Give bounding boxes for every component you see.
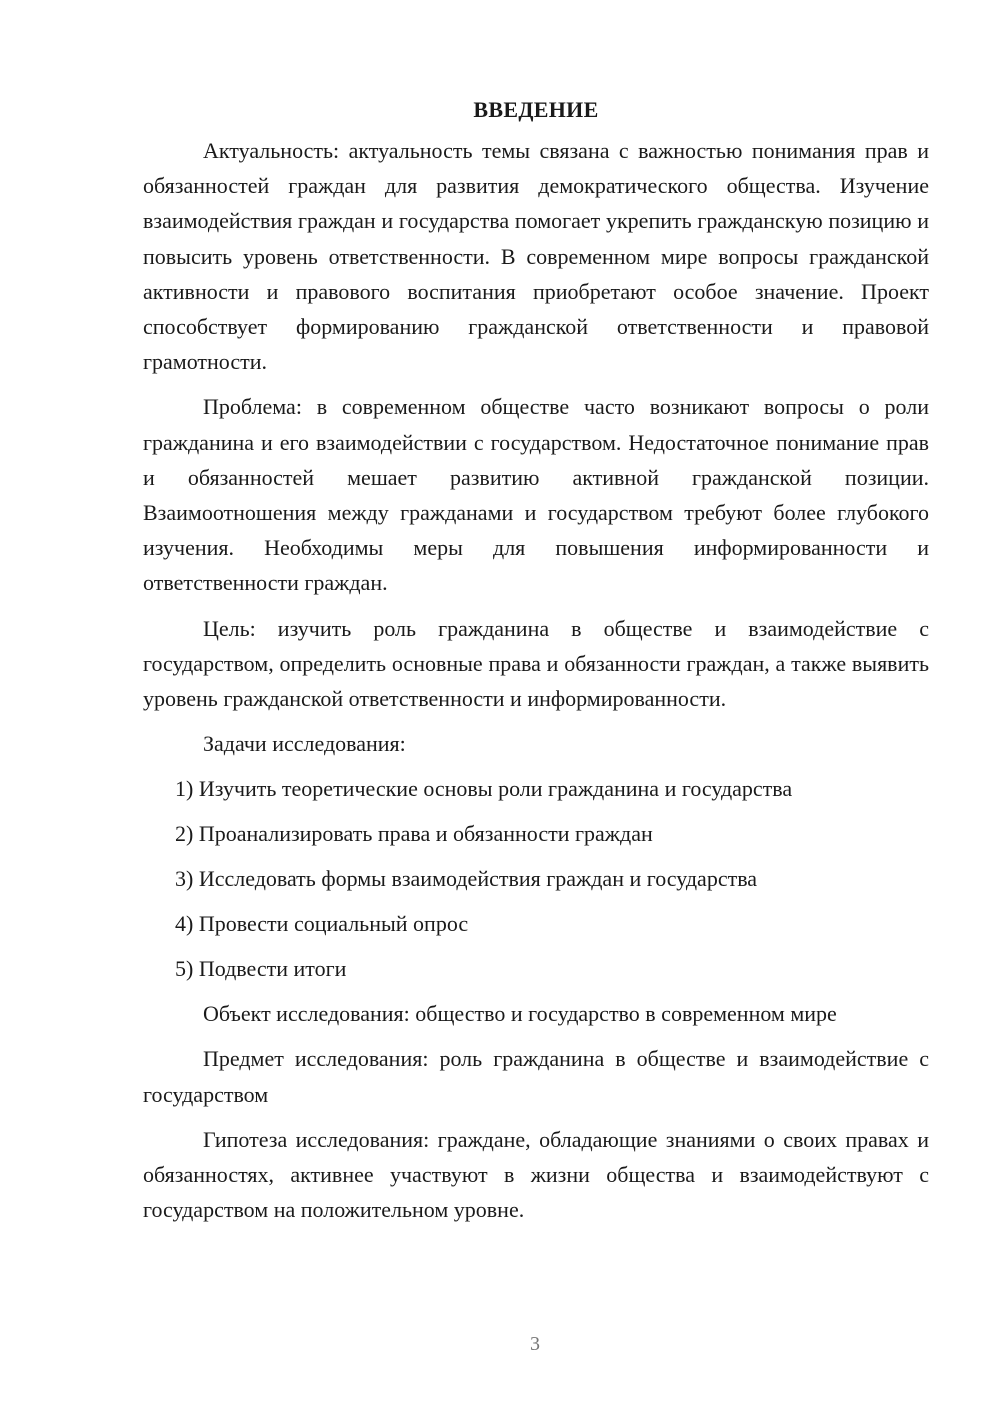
relevance-paragraph: Актуальность: актуальность темы связана с важностью понимания прав и обязанностей граждан для развития демократического общества. Изучение взаимодействия граждан и государства помогает укрепить гражданскую позицию и повысить уровень ответственности. В современном мире вопросы гражданской активности и правового воспитания приобретают особое значение. Проект способствует формированию гражданской ответственности и правовой грамотности.: [143, 138, 929, 375]
problem-paragraph: Проблема: в современном обществе часто возникают вопросы о роли гражданина и его взаимодействии с государством. Недостаточное понимание прав и обязанностей мешает развитию активной гражданской позиции. Взаимоотношения между гражданами и государством требуют более глубокого изучения. Необходимы меры для повышения информированности и ответственности граждан.: [143, 394, 929, 596]
goal-paragraph: Цель: изучить роль гражданина в обществе и взаимодействие с государством, определить основные права и обязанности граждан, а также выявить уровень гражданской ответственности и информированности.: [143, 615, 929, 712]
hypothesis-paragraph: Гипотеза исследования: граждане, обладающие знаниями о своих правах и обязанностях, активнее участвуют в жизни общества и взаимодействуют с государством на положительном уровне.: [143, 1126, 929, 1223]
tasks-heading: Задачи исследования:: [203, 731, 406, 757]
list-item: 4) Провести социальный опрос: [175, 911, 469, 937]
object-paragraph: Объект исследования: общество и государство в современном мире: [203, 1001, 837, 1027]
tasks-list: [143, 771, 929, 986]
list-item: 5) Подвести итоги: [175, 956, 347, 982]
page-title: ВВЕДЕНИЕ: [473, 97, 599, 122]
subject-paragraph: Предмет исследования: роль гражданина в обществе и взаимодействие с государством: [143, 1046, 929, 1107]
list-item: 2) Проанализировать права и обязанности граждан: [175, 821, 653, 847]
document-page: [143, 92, 929, 1237]
page-number: 3: [530, 1333, 540, 1355]
list-item: 3) Исследовать формы взаимодействия граждан и государства: [175, 866, 758, 892]
list-item: 1) Изучить теоретические основы роли гражданина и государства: [175, 776, 793, 802]
